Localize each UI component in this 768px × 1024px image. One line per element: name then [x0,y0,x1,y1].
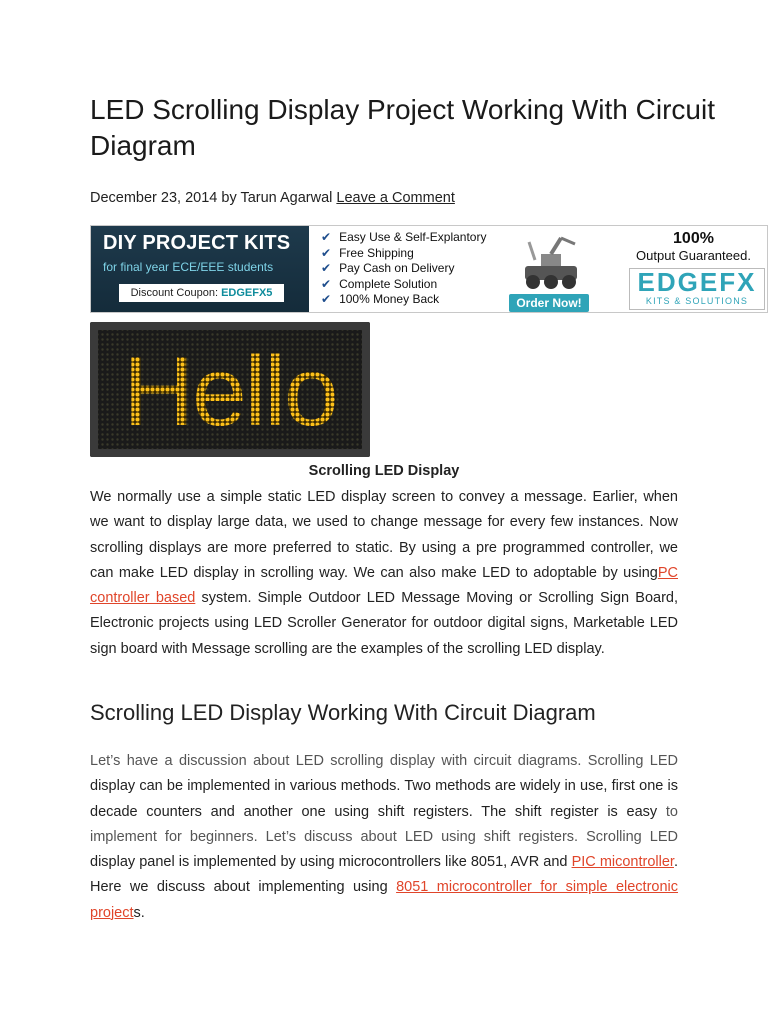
leave-comment-link[interactable]: Leave a Comment [336,190,455,206]
paragraph-text: . Here we discuss about implementing using [90,854,678,896]
paragraph-text: Let’s have a discussion about LED scrolling display with circuit diagrams. Scrolling LED [90,753,678,769]
checkmark-icon: ✔ [321,245,332,260]
feature-text: Pay Cash on Delivery [339,261,455,275]
coupon-label: Discount Coupon: [130,287,222,299]
byline [90,190,455,206]
feature-item [321,292,486,308]
guarantee-percent: 100% [673,230,714,247]
paragraph-text: We normally use a simple static LED display screen to convey a message. Earlier, when we want to display large data, we used to change message for every few instances. Now scrolling displays are more preferred to static. By using a pre programmed controller, we can make LED display in scrolling way. We can also make LED to adoptable by using [90,489,678,581]
order-now-button[interactable]: Order Now! [509,294,589,312]
checkmark-icon: ✔ [321,230,332,244]
feature-text: Free Shipping [339,245,414,260]
feature-item [321,230,486,246]
feature-item [321,261,486,277]
paragraph-text: display panel is implemented by using microcontrollers like 8051, AVR and [90,854,572,871]
circuit-paragraph [90,749,678,926]
banner-subheading: for final year ECE/EEE students [103,260,274,274]
byline-text: December 23, 2014 by Tarun Agarwal [90,190,337,206]
feature-item [321,277,486,293]
paragraph-text: to implement for beginners. Let’s discuss about LED using shift registers. Scrolling LED [90,803,678,845]
feature-text: 100% Money Back [339,292,440,306]
logo-wordmark: EDGEFX [637,267,757,297]
feature-text: Complete Solution [339,276,438,291]
ad-banner[interactable] [90,225,768,313]
intro-paragraph [90,485,678,662]
checkmark-icon: ✔ [321,276,332,291]
pic-microcontroller-link[interactable]: PIC micontroller [571,854,674,871]
edgefx-logo [629,268,765,310]
led-display-image [90,322,370,457]
paragraph-text: s. [133,904,145,921]
guarantee-block [621,230,766,264]
article-title: LED Scrolling Display Project Working With Circuit Diagram [90,94,715,161]
paragraph-text: display can be implemented in various methods. Two methods are widely in use, first one is decade counters and another one using shift registers. The shift register is easy [90,778,678,820]
coupon-code: EDGEFX5 [221,287,273,299]
checkmark-icon: ✔ [321,292,332,306]
feature-list [321,230,486,308]
feature-item [321,246,486,262]
figure-caption: Scrolling LED Display [308,463,460,479]
checkmark-icon: ✔ [321,261,332,275]
logo-tagline: KITS & SOLUTIONS [645,296,749,306]
feature-text: Easy Use & Self-Explantory [339,230,487,244]
pc-controller-link[interactable]: PC controller based [90,564,678,607]
guarantee-text: Output Guaranteed. [636,248,751,263]
led-matrix-graphic [90,322,370,457]
paragraph-text: system. Simple Outdoor LED Message Moving or Scrolling Sign Board, Electronic projects using LED Scroller Generator for outdoor digital signs, Marketable LED sign board with Message scrolling are the examples of the scrolling LED display. [90,590,678,657]
8051-microcontroller-link[interactable]: 8051 microcontroller for simple electronic project [90,879,679,921]
robot-kit-icon [511,230,591,292]
discount-coupon [119,284,284,302]
section-heading: Scrolling LED Display Working With Circuit Diagram [90,700,596,725]
banner-heading: DIY PROJECT KITS [103,232,291,254]
banner-kits-panel [91,226,309,313]
